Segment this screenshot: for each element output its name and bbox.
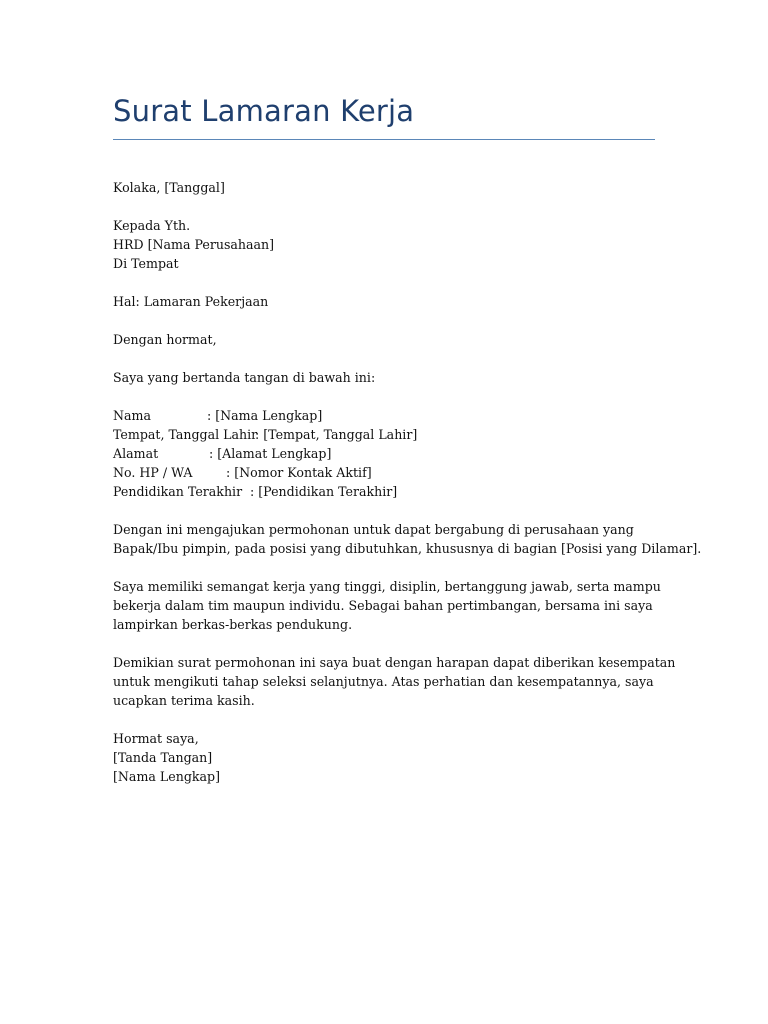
- paragraph-3-line-3: ucapkan terima kasih.: [113, 693, 255, 708]
- paragraph-2-line-2: bekerja dalam tim maupun individu. Sebagai bahan pertimbangan, bersama ini saya: [113, 598, 653, 613]
- greeting: Dengan hormat,: [113, 332, 217, 347]
- field-label: Nama: [113, 408, 151, 423]
- recipient-line-3: Di Tempat: [113, 256, 179, 271]
- recipient-line-1: Kepada Yth.: [113, 218, 191, 233]
- title-underline: [113, 139, 655, 140]
- paragraph-2-line-1: Saya memiliki semangat kerja yang tinggi, disiplin, bertanggung jawab, serta mampu: [113, 579, 661, 594]
- closing-salutation: Hormat saya,: [113, 731, 199, 746]
- paragraph-1-line-1: Dengan ini mengajukan permohonan untuk dapat bergabung di perusahaan yang: [113, 522, 634, 537]
- signature-placeholder: [Tanda Tangan]: [113, 750, 213, 765]
- field-value: : [Alamat Lengkap]: [209, 446, 332, 461]
- field-row-ttl: [113, 425, 673, 444]
- field-value: : [Nama Lengkap]: [207, 408, 323, 423]
- field-row-nama: [113, 406, 673, 425]
- paragraph-3-line-1: Demikian surat permohonan ini saya buat dengan harapan dapat diberikan kesempatan: [113, 655, 676, 670]
- field-label: Tempat, Tanggal Lahir: [113, 427, 258, 442]
- field-label: No. HP / WA: [113, 465, 193, 480]
- field-value: : [Nomor Kontak Aktif]: [226, 465, 372, 480]
- place-date: Kolaka, [Tanggal]: [113, 180, 225, 195]
- recipient-line-2: HRD [Nama Perusahaan]: [113, 237, 275, 252]
- intro-line: Saya yang bertanda tangan di bawah ini:: [113, 370, 376, 385]
- subject-line: Hal: Lamaran Pekerjaan: [113, 294, 269, 309]
- field-label: Pendidikan Terakhir: [113, 484, 243, 499]
- field-row-pendidikan: [113, 482, 673, 501]
- paragraph-3-line-2: untuk mengikuti tahap seleksi selanjutnya. Atas perhatian dan kesempatannya, saya: [113, 674, 654, 689]
- field-value: : [Tempat, Tanggal Lahir]: [255, 427, 418, 442]
- document-title: Surat Lamaran Kerja: [113, 94, 415, 128]
- field-row-hp: [113, 463, 673, 482]
- field-label: Alamat: [113, 446, 159, 461]
- paragraph-2-line-3: lampirkan berkas-berkas pendukung.: [113, 617, 353, 632]
- field-value: : [Pendidikan Terakhir]: [250, 484, 398, 499]
- signer-name: [Nama Lengkap]: [113, 769, 220, 784]
- letter-body: [113, 178, 702, 786]
- paragraph-1-line-2: Bapak/Ibu pimpin, pada posisi yang dibutuhkan, khususnya di bagian [Posisi yang Dilamar].: [113, 541, 702, 556]
- field-row-alamat: [113, 444, 673, 463]
